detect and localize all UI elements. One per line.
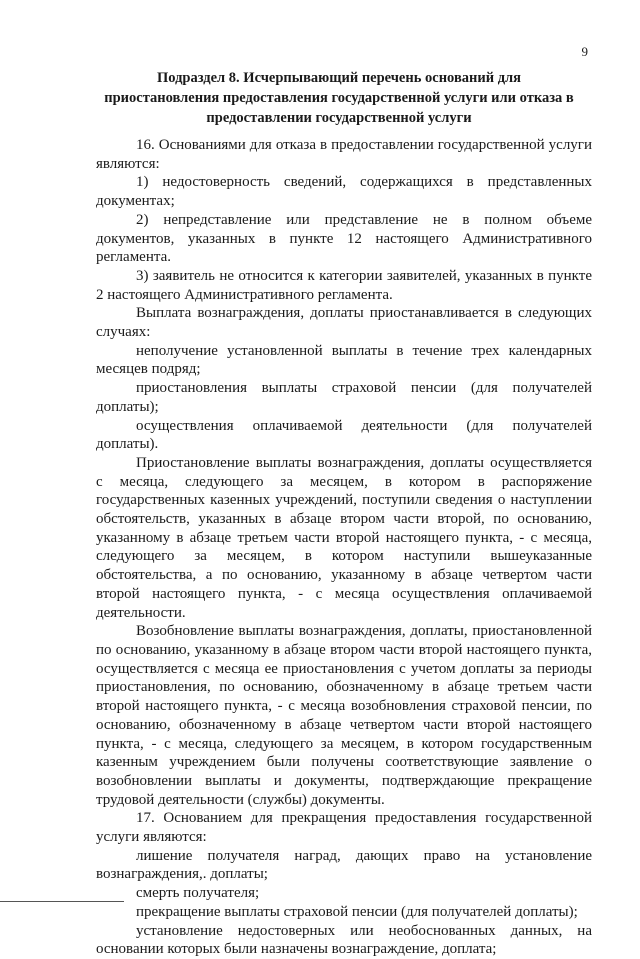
- paragraph-suspension-case-3: осуществления оплачиваемой деятельности (для получателей доплаты).: [96, 417, 592, 453]
- paragraph-termination-case-4: установление недостоверных или необоснованных данных, на основании которых были назначены вознаграждение, доплата;: [96, 922, 592, 958]
- page-number: 9: [581, 44, 588, 59]
- paragraph-refusal-item-3: 3) заявитель не относится к категории заявителей, указанных в пункте 2 настоящего Административного регламента.: [96, 267, 592, 303]
- paragraph-suspension-intro: Выплата вознаграждения, доплаты приостанавливается в следующих случаях:: [96, 305, 592, 341]
- section-heading: [84, 68, 594, 128]
- paragraph-termination-case-2: смерть получателя;: [136, 885, 260, 902]
- paragraph-resumption: Возобновление выплаты вознаграждения, доплаты, приостановленной по основанию, указанному в абзаце втором части второй настоящего пункта, осуществляется с месяца ее приостановления с учетом доплаты за периоды приостановления, по основанию, обозначенному в абзаце третьем части второй настоящего пункта, - с месяца возобновления страховой пенсии, по основанию, обозначенному в абзаце четвертом части второй настоящего пункта, - с месяца, следующего за месяцем, в котором государственным казенным учреждением были получены соответствующие заявление о возобновлении выплаты и документы, подтверждающие прекращение трудовой деятельности (службы) документы.: [96, 623, 592, 808]
- document-body: [96, 136, 592, 959]
- paragraph-refusal-item-2: 2) непредставление или представление не в полном объеме документов, указанных в пункте 12 настоящего Административного регламента.: [96, 211, 592, 266]
- paragraph-suspension-case-2: приостановления выплаты страховой пенсии (для получателей доплаты);: [96, 380, 592, 415]
- heading-line-2: приостановления предоставления государственной услуги или отказа в: [104, 90, 574, 106]
- heading-line-3: предоставлении государственной услуги: [206, 110, 472, 126]
- paragraph-refusal-item-1: 1) недостоверность сведений, содержащихся в представленных документах;: [96, 174, 592, 210]
- paragraph-termination-case-3: прекращение выплаты страховой пенсии (для получателей доплаты);: [136, 903, 578, 920]
- paragraph-termination-case-1: лишение получателя наград, дающих право на установление вознаграждения,. доплаты;: [96, 847, 592, 883]
- footer-divider: [0, 901, 124, 902]
- paragraph-16-intro: 16. Основаниями для отказа в предоставлении государственной услуги являются:: [96, 137, 592, 172]
- heading-line-1: Подраздел 8. Исчерпывающий перечень оснований для: [156, 70, 522, 86]
- paragraph-17-intro: 17. Основанием для прекращения предоставления государственной услуги являются:: [96, 810, 592, 846]
- paragraph-suspension-timing: Приостановление выплаты вознаграждения, доплаты осуществляется с месяца, следующего за месяцем, в котором в распоряжение государственных казенных учреждений, поступили сведения о наступлении обстоятельств, указанных в абзаце втором части второй, по основанию, указанному в абзаце третьем части второй настоящего пункта, - с месяца, следующего за месяцем, в котором наступили вышеуказанные обстоятельства, а по основанию, указанному в абзаце четвертом части второй настоящего пункта, - с месяца осуществления оплачиваемой деятельности.: [96, 454, 592, 621]
- paragraph-suspension-case-1: неполучение установленной выплаты в течение трех календарных месяцев подряд;: [96, 342, 592, 378]
